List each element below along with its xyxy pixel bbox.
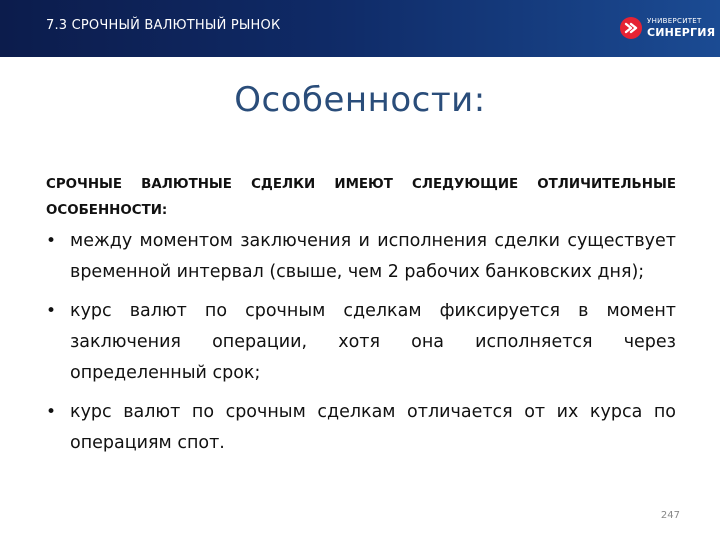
bullet-dot: • <box>46 231 57 251</box>
page-number: 247 <box>660 510 680 521</box>
header-bar <box>0 0 720 57</box>
section-title: 7.3 СРОЧНЫЙ ВАЛЮТНЫЙ РЫНОК <box>46 18 281 33</box>
bullet-dot: • <box>46 402 57 422</box>
synergy-logo-icon <box>619 16 643 40</box>
bullet-item <box>46 397 676 459</box>
slide-title: Особенности: <box>234 80 486 120</box>
bullet-dot: • <box>46 301 57 321</box>
university-logo <box>619 14 716 44</box>
intro-text: СРОЧНЫЕ ВАЛЮТНЫЕ СДЕЛКИ ИМЕЮТ СЛЕДУЮЩИЕ ОТЛИЧИТЕЛЬНЫЕ ОСОБЕННОСТИ: <box>46 177 676 218</box>
logo-university-label: УНИВЕРСИТЕТ <box>647 17 702 25</box>
bullet-item <box>46 296 676 389</box>
bullet-item <box>46 226 676 288</box>
bullet-text: между моментом заключения и исполнения сделки существует временной интервал (свыше, чем 2 рабочих банковских дня); <box>70 231 676 282</box>
bullet-text: курс валют по срочным сделкам фиксируется в момент заключения операции, хотя она исполняется через определенный срок; <box>70 301 676 383</box>
bullet-list <box>46 226 676 467</box>
logo-synergy-label: СИНЕРГИЯ <box>647 26 716 39</box>
bullet-text: курс валют по срочным сделкам отличается от их курса по операциям спот. <box>70 402 676 453</box>
